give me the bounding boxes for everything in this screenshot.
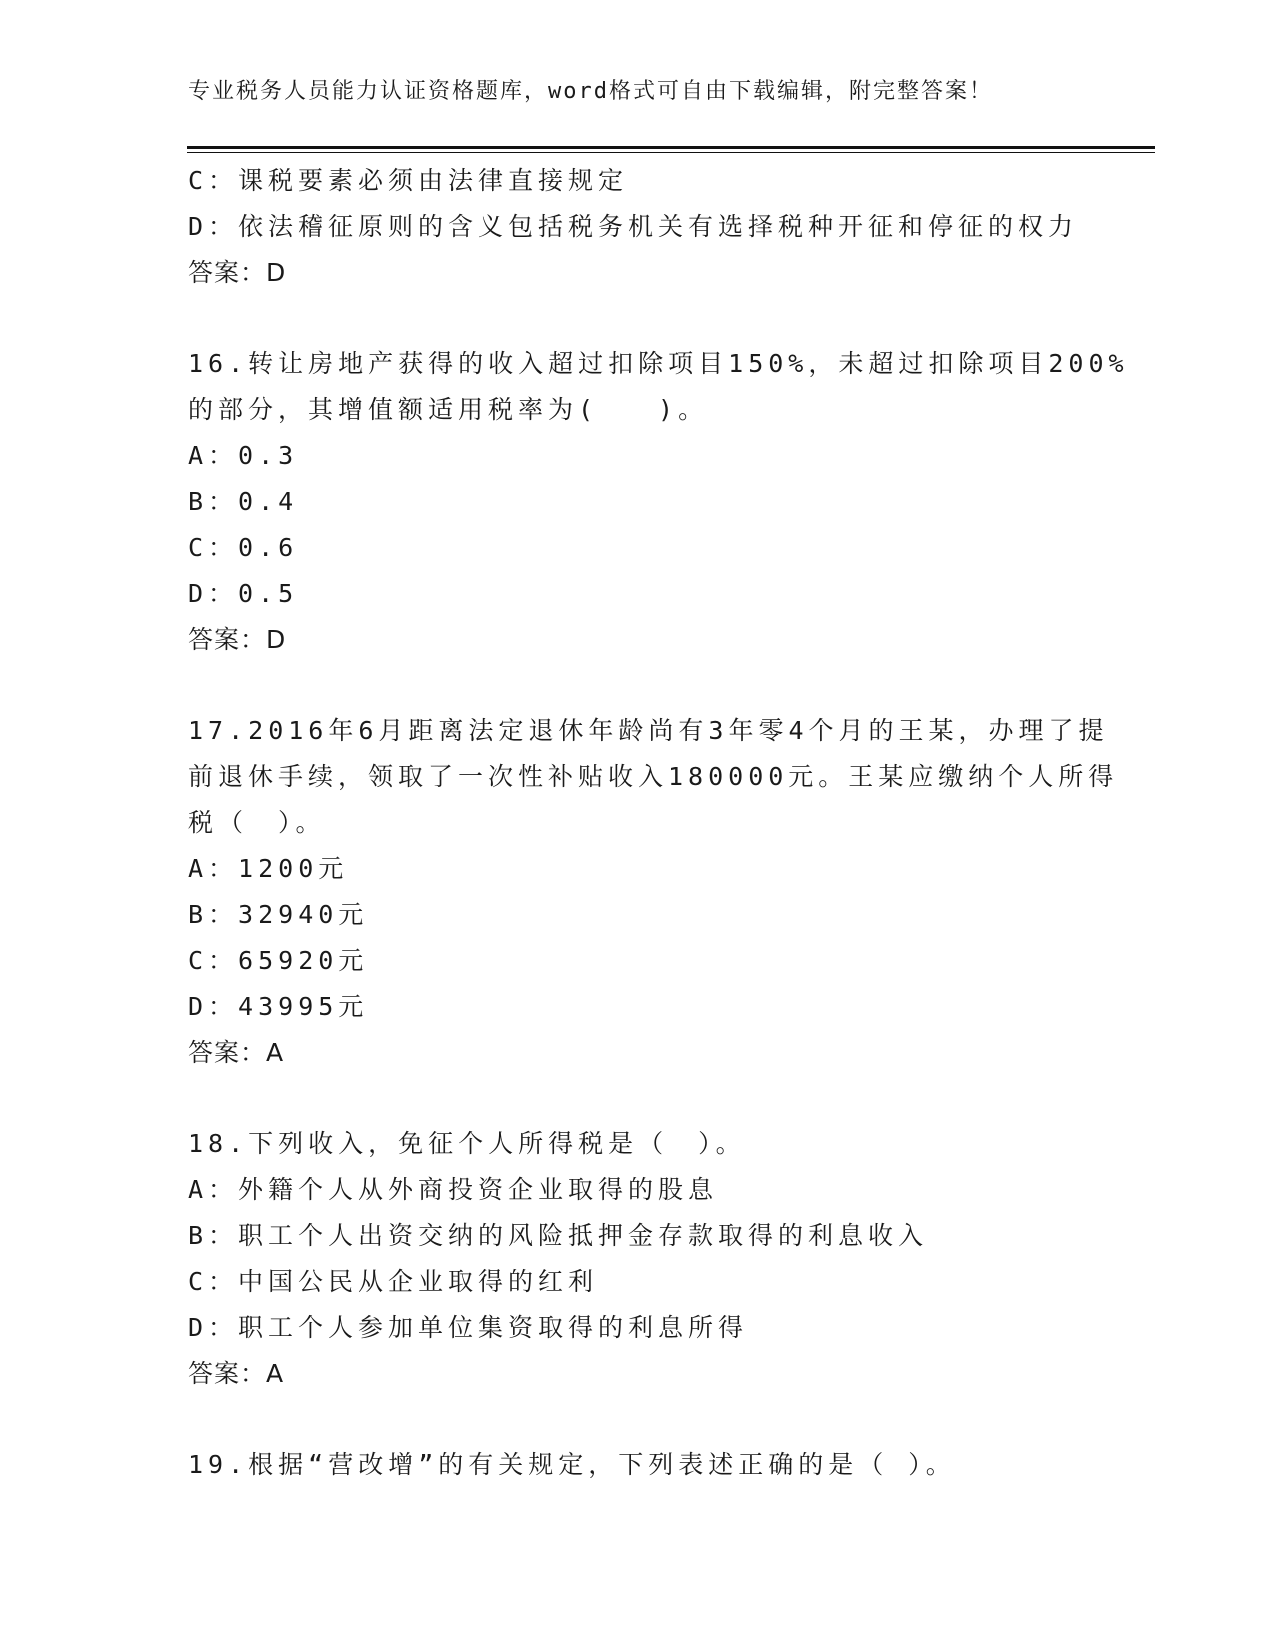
question-16-block [188, 341, 1129, 663]
header-rule-thin [187, 152, 1155, 153]
option-d: D：职工个人参加单位集资取得的利息所得 [188, 1313, 749, 1342]
question-18-block [188, 1121, 1088, 1397]
question-stem-continued: 税（ ）。 [188, 808, 326, 837]
spacer [188, 1076, 1088, 1121]
option-c: C：0.6 [188, 533, 299, 562]
option-c: C：65920元 [188, 946, 369, 975]
question-content [188, 158, 1129, 1488]
option-c: C：中国公民从企业取得的红利 [188, 1267, 599, 1296]
answer-line: 答案：D [188, 258, 287, 287]
option-c: C：课税要素必须由法律直接规定 [188, 166, 629, 195]
answer-line: 答案：A [188, 1038, 285, 1067]
spacer [188, 1397, 1088, 1442]
question-stem-continued: 前退休手续，领取了一次性补贴收入180000元。王某应缴纳个人所得 [188, 762, 1119, 791]
question-19-block [188, 1442, 1088, 1488]
page-header: 专业税务人员能力认证资格题库，word格式可自由下载编辑，附完整答案！ [188, 79, 993, 104]
question-stem: 19.根据“营改增”的有关规定，下列表述正确的是（ ）。 [188, 1450, 956, 1479]
option-b: B：职工个人出资交纳的风险抵押金存款取得的利息收入 [188, 1221, 929, 1250]
option-d: D：依法稽征原则的含义包括税务机关有选择税种开征和停征的权力 [188, 212, 1079, 241]
spacer [188, 296, 1088, 341]
option-a: A：外籍个人从外商投资企业取得的股息 [188, 1175, 719, 1204]
option-d: D：0.5 [188, 579, 299, 608]
header-rule-thick [187, 146, 1155, 149]
answer-line: 答案：D [188, 625, 287, 654]
question-stem-continued: 的部分，其增值额适用税率为( )。 [188, 395, 709, 424]
option-a: A：0.3 [188, 441, 299, 470]
option-a: A：1200元 [188, 854, 349, 883]
question-15-block [188, 158, 1088, 296]
question-17-block [188, 708, 1119, 1076]
question-stem: 16.转让房地产获得的收入超过扣除项目150%，未超过扣除项目200% [188, 349, 1129, 378]
option-b: B：32940元 [188, 900, 369, 929]
question-stem: 18.下列收入，免征个人所得税是（ ）。 [188, 1129, 746, 1158]
option-b: B：0.4 [188, 487, 299, 516]
option-d: D：43995元 [188, 992, 369, 1021]
question-stem: 17.2016年6月距离法定退休年龄尚有3年零4个月的王某，办理了提 [188, 716, 1109, 745]
answer-line: 答案：A [188, 1359, 285, 1388]
spacer [188, 663, 1088, 708]
